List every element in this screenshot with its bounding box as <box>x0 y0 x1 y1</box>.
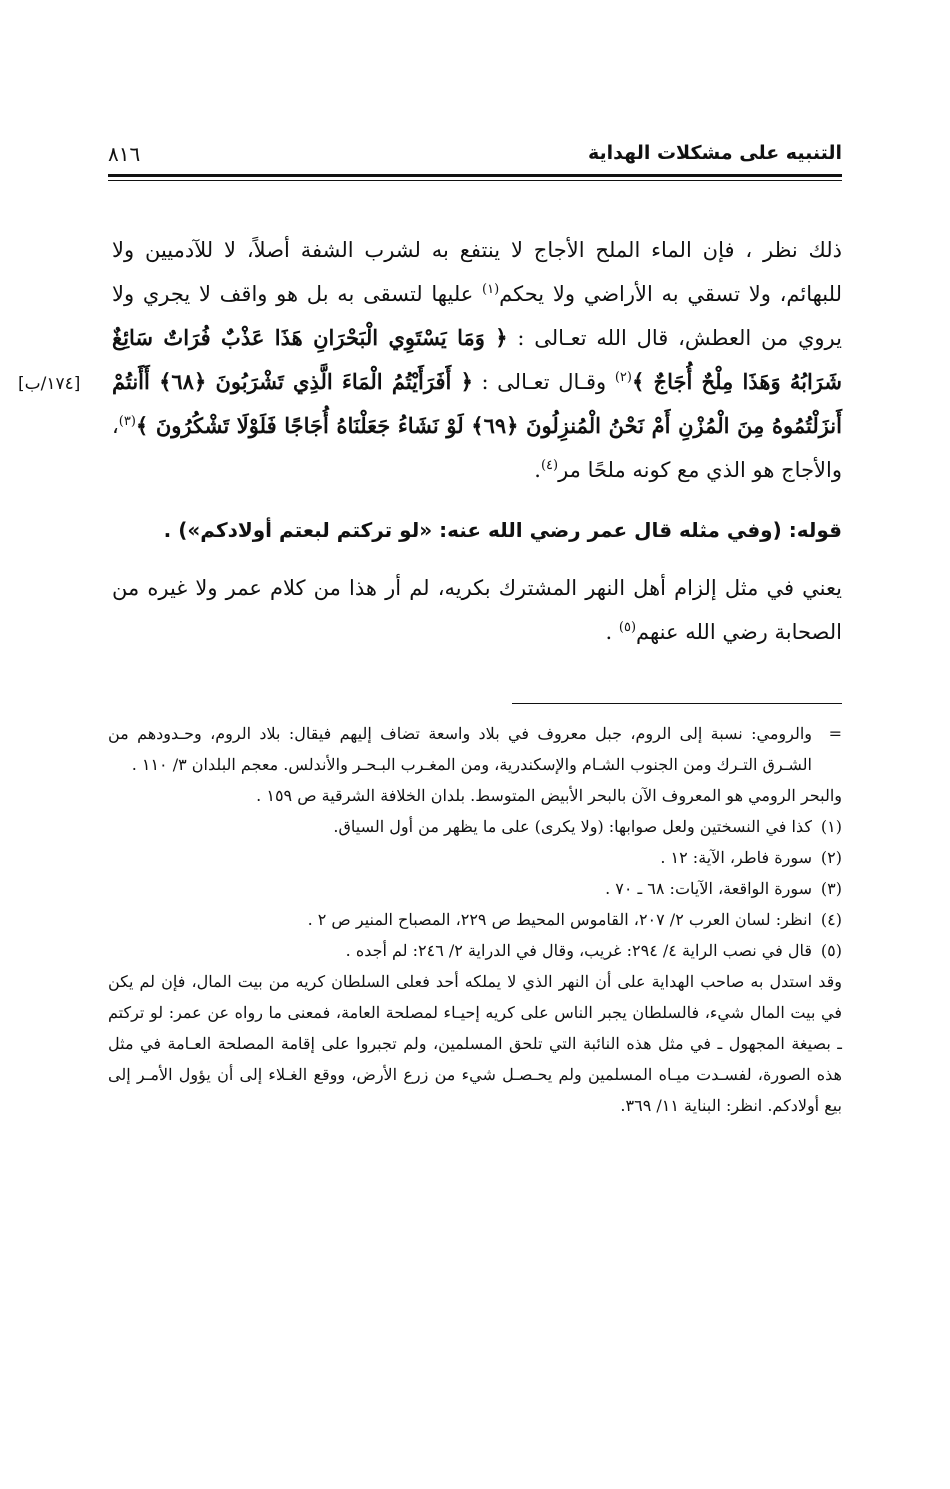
page-header <box>108 138 842 178</box>
text-segment: ذلك نظر ، فإن الماء الملح الأجاج لا ينتفع به لشرب الشفة أصلاً، لا للآدميين ولا للبهائم، ولا تسقي به الأراضي ولا يحكم <box>112 238 842 306</box>
text-segment: وقـال تعـالى : <box>472 370 615 394</box>
footnote-text: سورة الواقعة، الآيات: ٦٨ ـ ٧٠ . <box>605 879 812 898</box>
text-segment: يعني في مثل إلزام أهل النهر المشترك بكريه، لم أر هذا من كلام عمر ولا غيره من الصحابة رضي الله عنهم <box>112 576 842 644</box>
main-text <box>112 228 842 654</box>
folio-marker: [١٧٤/ب] <box>18 374 81 394</box>
running-title: التنبيه على مشكلات الهداية <box>588 142 842 164</box>
footnote-ref-1: (١) <box>482 282 500 297</box>
text-segment: ، والأجاج هو الذي مع كونه ملحًا مر <box>112 414 842 482</box>
footnote-text: انظر: لسان العرب ٢/ ٢٠٧، القاموس المحيط ص ٢٢٩، المصباح المنير ص ٢ . <box>307 910 812 929</box>
footnote-separator <box>512 703 842 704</box>
footnote-number: (٥) <box>820 941 842 960</box>
footnote-4 <box>108 904 842 935</box>
footnote-continuation-2: والبحر الرومي هو المعروف الآن بالبحر الأبيض المتوسط. بلدان الخلافة الشرقية ص ١٥٩ . <box>256 786 842 805</box>
header-rule-thick <box>108 174 842 177</box>
section-heading: قوله: (وفي مثله قال عمر رضي الله عنه: «لو تركتم لبعتم أولادكم») . <box>163 518 842 542</box>
quran-verse-2: ﴿ أَفَرَأَيْتُمُ الْمَاءَ الَّذِي تَشْرَبُونَ ﴿٦٨﴾ أَأَنتُمْ أَنزَلْتُمُوهُ مِنَ الْمُزْنِ أَمْ نَحْنُ الْمُنزِلُونَ ﴿٦٩﴾ لَوْ نَشَاءُ جَعَلْنَاهُ أُجَاجًا فَلَوْلَا تَشْكُرُونَ ﴾ <box>112 369 842 438</box>
paragraph-1 <box>112 228 842 492</box>
text-segment: . <box>534 458 541 482</box>
footnote-5 <box>108 935 842 966</box>
footnotes <box>108 718 842 1121</box>
header-rule-thin <box>108 180 842 181</box>
footnote-text: والرومي: نسبة إلى الروم، جبل معروف في بلاد واسعة تضاف إليهم فيقال: بلاد الروم، وحـدودهم من الشـرق التـرك ومن الجنوب الشـام والإسكندرية، ومن المغـرب البـحـر والأندلس. معجم البلدان ٣/ ١١٠ . <box>108 724 812 774</box>
page-number: ٨١٦ <box>108 142 141 166</box>
quran-verse-1: ﴿ وَمَا يَسْتَوِي الْبَحْرَانِ هَذَا عَذْبٌ فُرَاتٌ سَائِغٌ شَرَابُهُ وَهَذَا مِلْحٌ أُجَاجٌ ﴾ <box>112 325 842 394</box>
footnote-5-extra: وقد استدل به صاحب الهداية على أن النهر الذي لا يملكه أحد فعلى السلطان كريه من بيت المال، فإن لم يكن في بيت المال شيء، فالسلطان يجبر الناس على كريه إحيـاء لمصلحة العامة، فمعنى ما رواه عن عمر: لو تركتم ـ بصيغة المجهول ـ في مثل هذه النائبة التي تلحق المسلمين، ولم تجبروا على إقامة المصلحة العـامة في مثل هذه الصورة، لفسـدت ميـاه المسلمين ولم يحـصـل شيء من زرع الأرض، ووقع الغـلاء إلى أن يؤول الأمـر إلى بيع أولادكم. انظر: البناية ١١/ ٣٦٩. <box>108 972 842 1115</box>
continuation-mark: = <box>828 724 842 743</box>
text-segment: . <box>605 620 619 644</box>
footnote-text: كذا في النسختين ولعل صوابها: (ولا يكرى) على ما يظهر من أول السياق. <box>333 817 812 836</box>
footnote-ref-3: (٣) <box>118 414 136 429</box>
text-segment: عليها لتسقى به بل هو واقف لا يجري ولا يروي من العطش، قال الله تعـالى : <box>112 282 842 350</box>
footnote-number: (٣) <box>820 879 842 898</box>
footnote-text: سورة فاطر، الآية: ١٢ . <box>660 848 812 867</box>
footnote-1 <box>108 811 842 842</box>
footnote-continuation <box>108 718 842 780</box>
footnote-ref-5: (٥) <box>618 620 637 635</box>
footnote-2 <box>108 842 842 873</box>
footnote-number: (١) <box>820 817 842 836</box>
paragraph-2 <box>112 566 842 654</box>
footnote-3 <box>108 873 842 904</box>
footnote-ref-4: (٤) <box>540 458 559 473</box>
footnote-ref-2: (٢) <box>614 370 632 385</box>
footnote-number: (٤) <box>820 910 842 929</box>
footnote-text: قال في نصب الراية ٤/ ٢٩٤: غريب، وقال في الدراية ٢/ ٢٤٦: لم أجده . <box>345 941 812 960</box>
footnote-number: (٢) <box>820 848 842 867</box>
